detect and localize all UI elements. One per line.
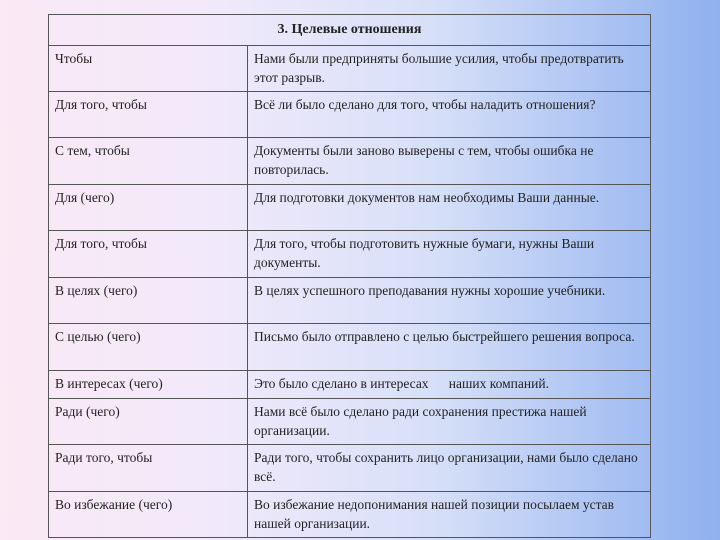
table-row: [49, 445, 650, 492]
table-row: [49, 185, 650, 231]
table-row: [49, 231, 650, 278]
example-cell: Письмо было отправлено с целью быстрейшего решения вопроса.: [254, 329, 635, 344]
conjunction-cell: Во избежание (чего): [49, 492, 248, 537]
example-cell: Нами были предприняты большие усилия, чтобы предотвратить этот разрыв.: [254, 51, 624, 85]
table-row: [49, 492, 650, 537]
example-cell: Это было сделано в интересах наших компаний.: [254, 376, 549, 391]
table-title: 3. Целевые отношения: [49, 15, 650, 46]
table-row: [49, 371, 650, 399]
example-cell: В целях успешного преподавания нужны хорошие учебники.: [254, 283, 606, 298]
example-cell: Документы были заново выверены с тем, чтобы ошибка не повторилась.: [254, 143, 594, 177]
conjunction-cell: Ради (чего): [49, 399, 248, 444]
conjunction-cell: В интересах (чего): [49, 371, 248, 398]
table-row: [49, 278, 650, 324]
conjunction-cell: Чтобы: [49, 46, 248, 91]
table-row: [49, 399, 650, 445]
content-table: [48, 14, 651, 538]
table-row: [49, 46, 650, 92]
example-cell: Нами всё было сделано ради сохранения престижа нашей организации.: [254, 404, 587, 438]
example-cell: Для подготовки документов нам необходимы Ваши данные.: [254, 190, 600, 205]
example-cell: Всё ли было сделано для того, чтобы наладить отношения?: [254, 97, 596, 112]
conjunction-cell: В целях (чего): [49, 278, 248, 323]
example-cell: Во избежание недопонимания нашей позиции посылаем устав нашей организации.: [254, 497, 615, 531]
conjunction-cell: С тем, чтобы: [49, 138, 248, 184]
example-cell: Для того, чтобы подготовить нужные бумаги, нужны Ваши документы.: [254, 236, 595, 270]
conjunction-cell: Для того, чтобы: [49, 231, 248, 277]
table-row: [49, 92, 650, 138]
conjunction-cell: Ради того, чтобы: [49, 445, 248, 491]
conjunction-cell: Для (чего): [49, 185, 248, 230]
conjunction-cell: Для того, чтобы: [49, 92, 248, 137]
conjunction-cell: С целью (чего): [49, 324, 248, 370]
example-cell: Ради того, чтобы сохранить лицо организации, нами было сделано всё.: [254, 450, 638, 484]
table-row: [49, 138, 650, 185]
table-row: [49, 324, 650, 371]
